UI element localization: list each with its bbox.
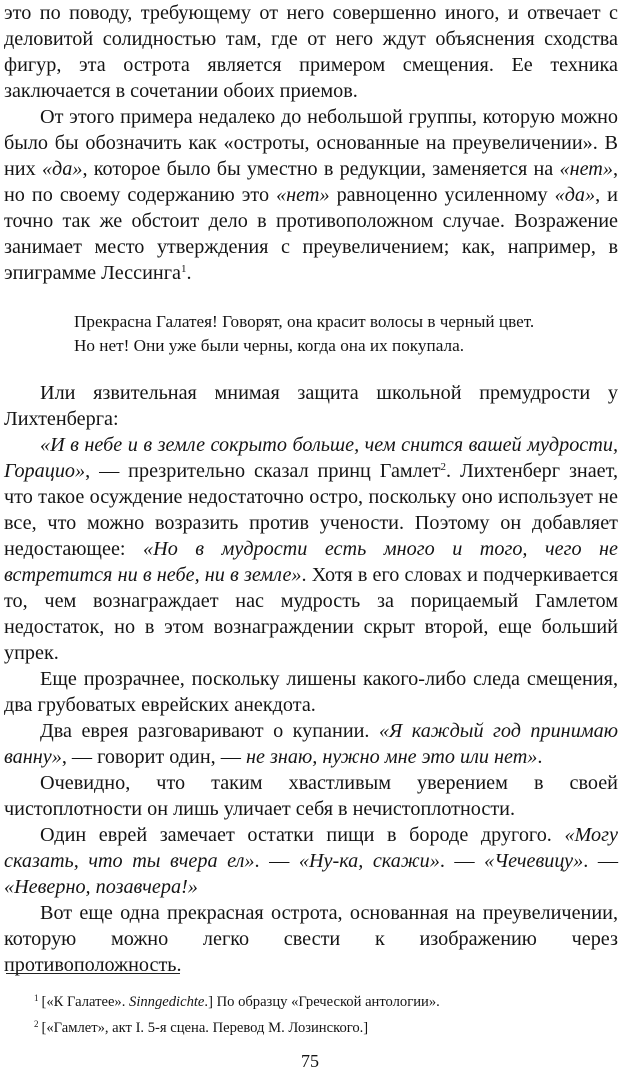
text-run: , но по своему содержанию это bbox=[4, 158, 619, 206]
italic-run: «Я каждый год принимаю ванну» bbox=[4, 720, 618, 768]
paragraph-2 bbox=[4, 104, 618, 286]
footnote-ref: 2 bbox=[440, 461, 447, 473]
paragraph-8 bbox=[4, 822, 618, 900]
text-run: , — презрительно сказал принц Гамлет bbox=[85, 460, 441, 482]
italic-run: «Но в мудрости есть много и того, чего не встретится ни в небе, ни в земле» bbox=[4, 538, 619, 586]
text-run: . bbox=[186, 262, 192, 284]
footnote-2 bbox=[34, 1013, 440, 1039]
main-text bbox=[4, 0, 618, 978]
text-run: . — bbox=[254, 850, 299, 872]
text-run: Один еврей замечает остатки пищи в бороде другого. bbox=[40, 824, 565, 846]
paragraph-3: Или язвительная мнимая защита школьной премудрости у Лихтенберга: bbox=[4, 382, 618, 430]
text-run: . Хотя в его словах и подчеркивается то, чем вознаграждает нас мудрость за порицаемый Гамлетом недостаток, но в этом вознаграждении скрыт второй, еще больший упрек. bbox=[4, 564, 618, 664]
page-number: 75 bbox=[301, 1051, 319, 1071]
italic-run: Sinngedichte bbox=[129, 994, 205, 1010]
italic-run: «нет» bbox=[559, 158, 613, 180]
text-run: , которое было бы уместно в редукции, заменяется на bbox=[82, 158, 560, 180]
text-run: Два еврея разговаривают о купании. bbox=[40, 720, 379, 742]
text-run: От этого примера недалеко до небольшой группы, которую можно было бы обозначить как «остроты, основанные на преувеличении». В них bbox=[4, 106, 618, 180]
text-run: , — говорит один, — bbox=[61, 746, 246, 768]
quote-line-2: Но нет! Они уже были черны, когда она их покупала. bbox=[74, 336, 464, 355]
italic-run: «Неверно, позавчера!» bbox=[4, 876, 198, 898]
italic-run: «да» bbox=[41, 158, 83, 180]
italic-run: «нет» bbox=[276, 184, 330, 206]
text-run: . bbox=[537, 746, 543, 768]
quote-line-1: Прекрасна Галатея! Говорят, она красит волосы в черный цвет. bbox=[74, 312, 535, 331]
paragraph-6 bbox=[4, 718, 618, 770]
footnote-number: 2 bbox=[34, 1019, 39, 1029]
paragraph-7: Очевидно, что таким хвастливым уверением в своей чистоплотности он лишь уличает себя в нечистоплотности. bbox=[4, 772, 618, 820]
paragraph-9: Вот еще одна прекрасная острота, основанная на преувеличении, которую можно легко свести к изображению через противоположность. bbox=[4, 902, 618, 976]
italic-run: «Чечевицу» bbox=[484, 850, 584, 872]
footnotes bbox=[34, 987, 440, 1039]
footnote-divider bbox=[6, 973, 180, 974]
italic-run: «да» bbox=[554, 184, 596, 206]
footnote-number: 1 bbox=[34, 993, 39, 1003]
text-run: .] По образцу «Греческой антологии». bbox=[204, 994, 440, 1010]
italic-run: «И в небе и в земле сокрыто больше, чем снится вашей мудрости, Горацио» bbox=[4, 434, 618, 482]
text-run: . Лихтенберг знает, что такое осуждение недостаточно остро, поскольку оно использует не все, что можно возразить против учености. Поэтому он добавляет недостающее: bbox=[4, 460, 618, 560]
paragraph-5: Еще прозрачнее, поскольку лишены какого-либо следа смещения, два грубоватых еврейских анекдота. bbox=[4, 668, 618, 716]
footnote-1 bbox=[34, 987, 440, 1013]
paragraph-4 bbox=[4, 432, 618, 666]
text-run: [«К Галатее». bbox=[41, 994, 130, 1010]
text-run: . — bbox=[439, 850, 485, 872]
epigram-quote bbox=[74, 310, 618, 358]
paragraph-1: это по поводу, требующему от него совершенно иного, и отвечает с деловитой солидностью там, где от него ждут объяснения сходства фигур, эта острота является примером смещения. Ее техника заключается в сочетании обоих приемов. bbox=[4, 2, 618, 102]
text-run: равноценно усиленному bbox=[329, 184, 555, 206]
italic-run: «Ну-ка, скажи» bbox=[298, 850, 440, 872]
text-run: [«Гамлет», акт I. 5-я сцена. Перевод М. Лозинского.] bbox=[41, 1020, 369, 1036]
italic-run: «Могу сказать, что ты вчера ел» bbox=[4, 824, 618, 872]
italic-run: не знаю, нужно мне это или нет» bbox=[245, 746, 538, 768]
text-run: , и точно так же обстоит дело в противоположном случае. Возражение занимает место утверждения с преувеличением; как, например, в эпиграмме Лессинга bbox=[4, 184, 618, 284]
text-run: . — bbox=[583, 850, 618, 872]
footnote-ref: 1 bbox=[180, 263, 187, 275]
